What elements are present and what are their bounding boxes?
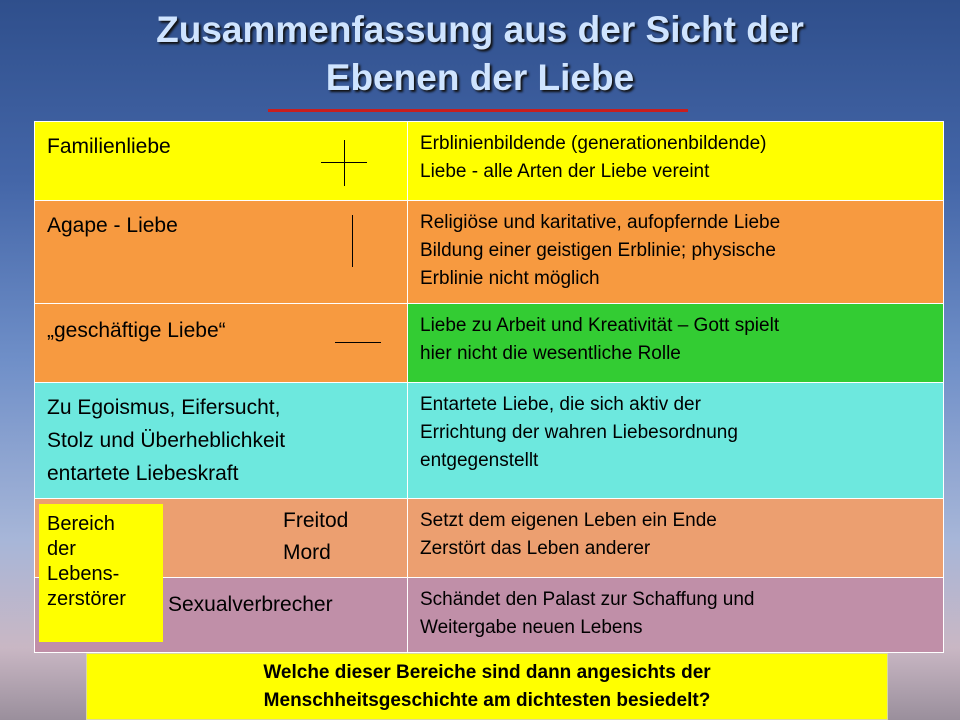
table-row <box>35 304 944 383</box>
description-line: Liebe - alle Arten der Liebe vereint <box>420 161 710 182</box>
cross-symbol-icon-vertical <box>344 140 345 186</box>
vertical-line-symbol-icon <box>352 215 353 267</box>
description-line: Religiöse und karitative, aufopfernde Liebe <box>420 212 781 233</box>
table-row <box>35 383 944 499</box>
table-row <box>35 122 944 201</box>
bereich-line: Bereich <box>47 513 115 535</box>
row-description <box>408 499 943 563</box>
description-line: Weitergabe neuen Lebens <box>420 617 643 638</box>
description-line: Zerstört das Leben anderer <box>420 538 651 559</box>
bereich-lebenszerstoerer-box <box>39 504 163 642</box>
row-description <box>408 304 943 368</box>
row-label-cell <box>35 201 408 304</box>
question-box <box>86 653 888 720</box>
label-line: Mord <box>283 541 331 564</box>
horizontal-line-symbol-icon <box>335 342 381 343</box>
description-line: Bildung einer geistigen Erblinie; physische <box>420 240 776 261</box>
table-row <box>35 578 944 653</box>
bereich-line: Lebens- <box>47 563 120 585</box>
row-description-cell <box>408 122 944 201</box>
slide-title <box>0 6 960 102</box>
row-label <box>47 391 285 490</box>
row-description <box>408 122 943 186</box>
description-line: hier nicht die wesentliche Rolle <box>420 343 681 364</box>
row-description <box>408 383 943 475</box>
label-line: Stolz und Überheblichkeit <box>47 429 286 452</box>
description-line: Erblinienbildende (generationenbildende) <box>420 133 767 154</box>
row-label-cell <box>35 122 408 201</box>
table-row <box>35 499 944 578</box>
description-line: entgegenstellt <box>420 450 539 471</box>
label-line: Zu Egoismus, Eifersucht, <box>47 396 281 419</box>
row-label-cell <box>35 383 408 499</box>
table-row <box>35 201 944 304</box>
title-line-1: Zusammenfassung aus der Sicht der <box>156 9 804 50</box>
description-line: Entartete Liebe, die sich aktiv der <box>420 394 701 415</box>
question-line-2: Menschheitsgeschichte am dichtesten besiedelt? <box>263 690 711 711</box>
row-description <box>408 201 943 293</box>
row-description-cell <box>408 499 944 578</box>
description-line: Liebe zu Arbeit und Kreativität – Gott spielt <box>420 315 780 336</box>
label-line: entartete Liebeskraft <box>47 462 239 485</box>
label-line: Freitod <box>283 509 349 532</box>
title-underline <box>268 109 688 112</box>
description-line: Setzt dem eigenen Leben ein Ende <box>420 510 717 531</box>
row-description-cell <box>408 383 944 499</box>
row-label-cell <box>35 304 408 383</box>
description-line: Schändet den Palast zur Schaffung und <box>420 589 755 610</box>
title-line-2: Ebenen der Liebe <box>325 57 635 98</box>
question-line-1: Welche dieser Bereiche sind dann angesichts der <box>263 662 711 683</box>
row-label: Sexualverbrecher <box>168 593 333 616</box>
row-label: Agape - Liebe <box>47 214 178 237</box>
bereich-line: der <box>47 538 76 560</box>
row-description-cell <box>408 304 944 383</box>
row-description-cell <box>408 201 944 304</box>
row-label: „geschäftige Liebe“ <box>47 319 226 342</box>
row-label: Familienliebe <box>47 135 171 158</box>
row-description-cell <box>408 578 944 653</box>
levels-table <box>34 121 944 653</box>
description-line: Erblinie nicht möglich <box>420 268 600 289</box>
bereich-line: zerstörer <box>47 588 126 610</box>
row-description <box>408 578 943 642</box>
description-line: Errichtung der wahren Liebesordnung <box>420 422 738 443</box>
row-label <box>283 505 348 569</box>
